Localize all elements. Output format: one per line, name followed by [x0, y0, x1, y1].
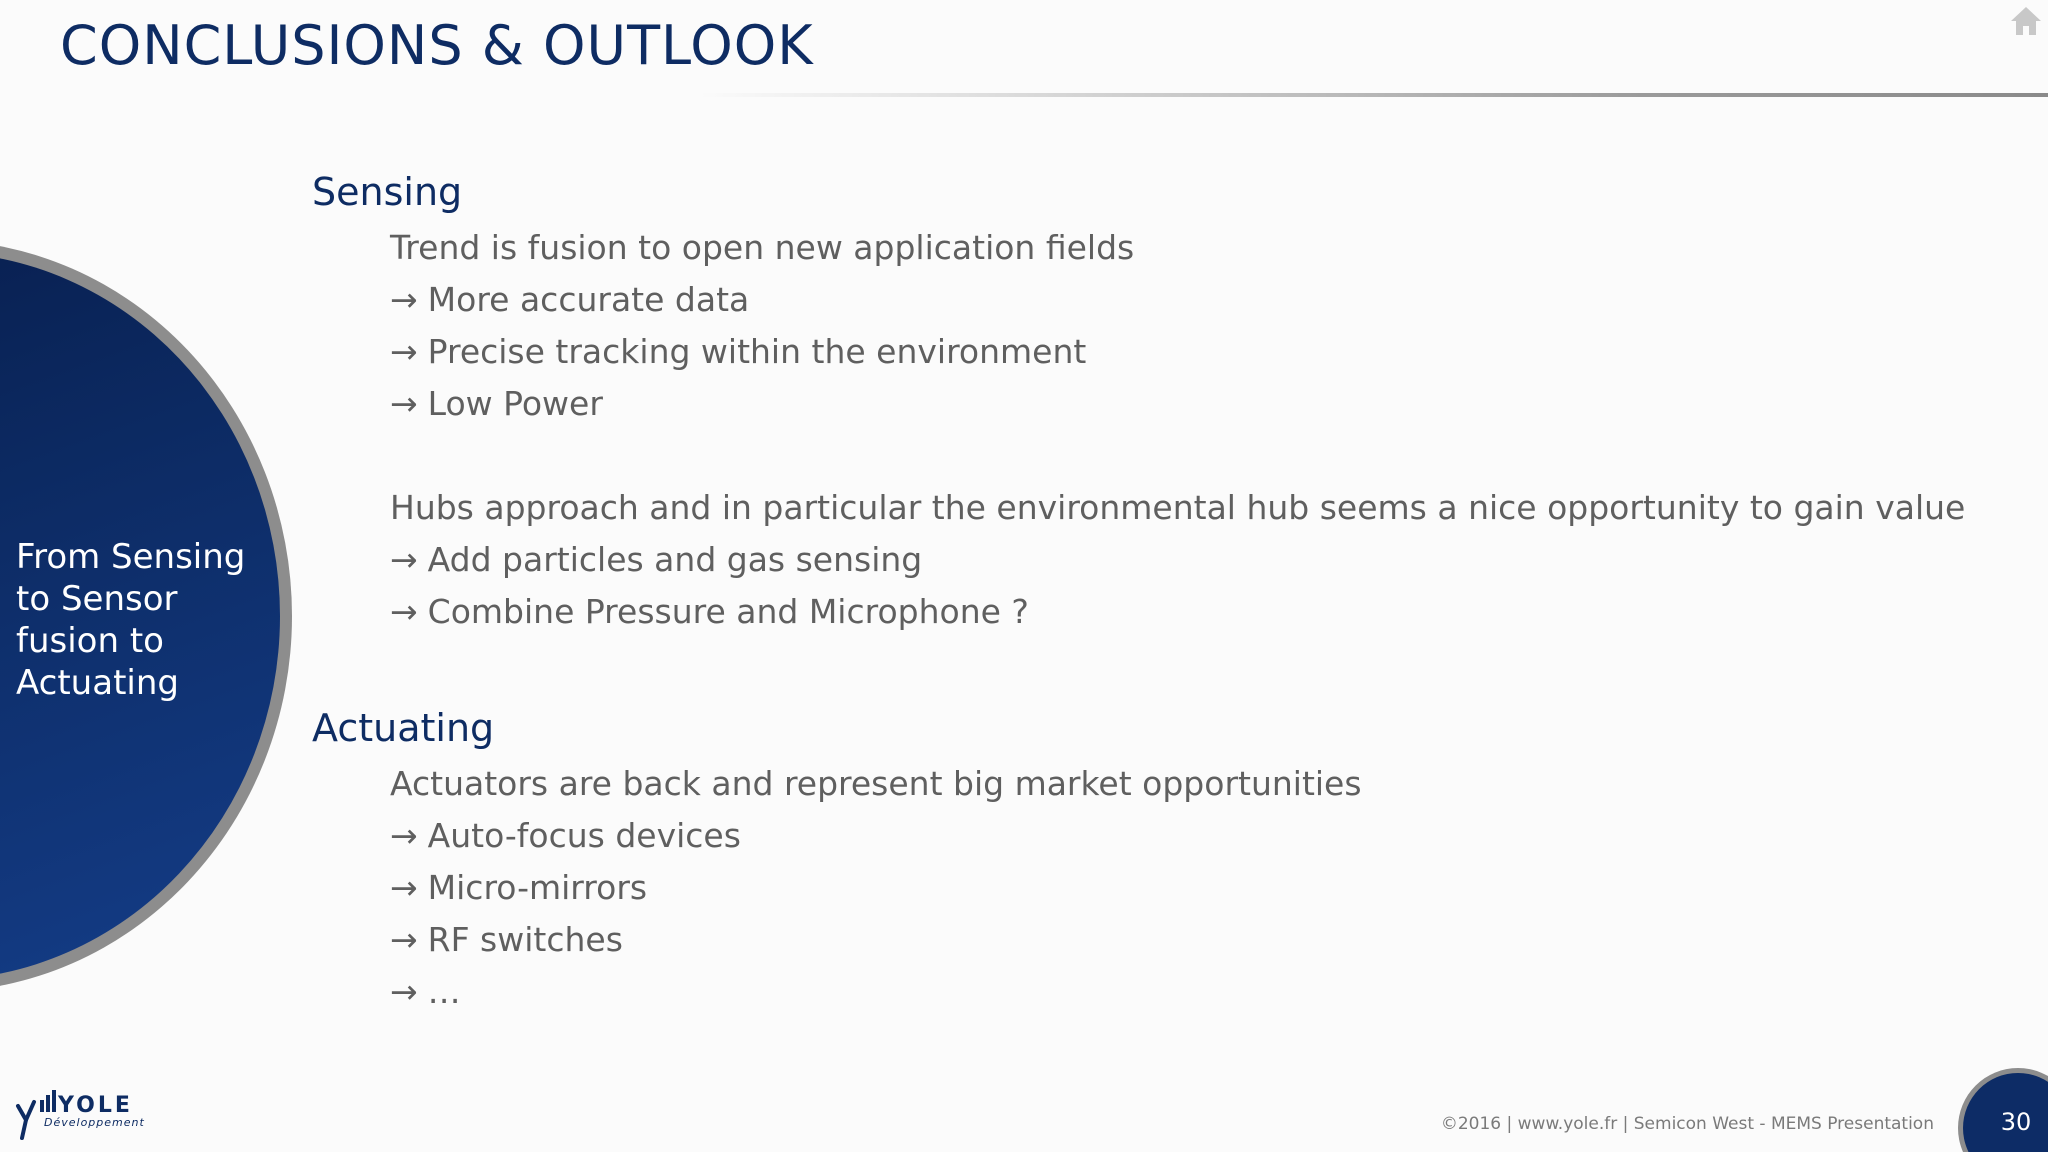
list-item — [390, 332, 1086, 372]
list-item — [390, 280, 749, 320]
list-item — [390, 764, 1362, 804]
list-item — [390, 972, 461, 1012]
list-item-text: Combine Pressure and Microphone ? — [427, 592, 1029, 631]
list-item — [390, 920, 623, 960]
arrow-icon: → — [390, 592, 418, 631]
arrow-icon: → — [390, 920, 418, 959]
arrow-icon: → — [390, 540, 418, 579]
list-item-text: Add particles and gas sensing — [427, 540, 923, 579]
logo-name: YOLE — [58, 1093, 133, 1118]
list-item-text: Trend is fusion to open new application fields — [390, 228, 1135, 267]
list-item-text: Hubs approach and in particular the environmental hub seems a nice opportunity to gain value — [390, 488, 1966, 527]
logo-subtitle: Développement — [44, 1116, 145, 1129]
home-icon[interactable] — [2008, 4, 2044, 38]
section-heading-actuating: Actuating — [312, 706, 495, 750]
arrow-icon: → — [390, 280, 418, 319]
list-item — [390, 384, 603, 424]
list-item-text: More accurate data — [427, 280, 750, 319]
list-item-text: Micro-mirrors — [427, 868, 648, 907]
list-item — [390, 540, 922, 580]
side-panel-text: From Sensing to Sensor fusion to Actuating — [16, 537, 246, 703]
list-item — [390, 868, 647, 908]
slide-title: CONCLUSIONS & OUTLOOK — [60, 14, 814, 77]
footer-text: ©2016 | www.yole.fr | Semicon West - MEMS Presentation — [1440, 1114, 1934, 1134]
list-item-text: Auto-focus devices — [427, 816, 741, 855]
list-item-text: Actuators are back and represent big market opportunities — [390, 764, 1362, 803]
list-item-text: RF switches — [427, 920, 623, 959]
list-item-text: … — [427, 972, 461, 1011]
arrow-icon: → — [390, 816, 418, 855]
list-item — [390, 592, 1029, 632]
yole-logo — [14, 1076, 154, 1142]
arrow-icon: → — [390, 868, 418, 907]
list-item-text: Precise tracking within the environment — [427, 332, 1087, 371]
section-heading-sensing: Sensing — [312, 170, 463, 214]
arrow-icon: → — [390, 384, 418, 423]
arrow-icon: → — [390, 972, 418, 1011]
list-item — [390, 228, 1134, 268]
list-item — [390, 488, 1965, 528]
list-item — [390, 816, 741, 856]
title-divider — [700, 93, 2048, 97]
page-number: 30 — [2000, 1108, 2032, 1136]
arrow-icon: → — [390, 332, 418, 371]
list-item-text: Low Power — [427, 384, 603, 423]
